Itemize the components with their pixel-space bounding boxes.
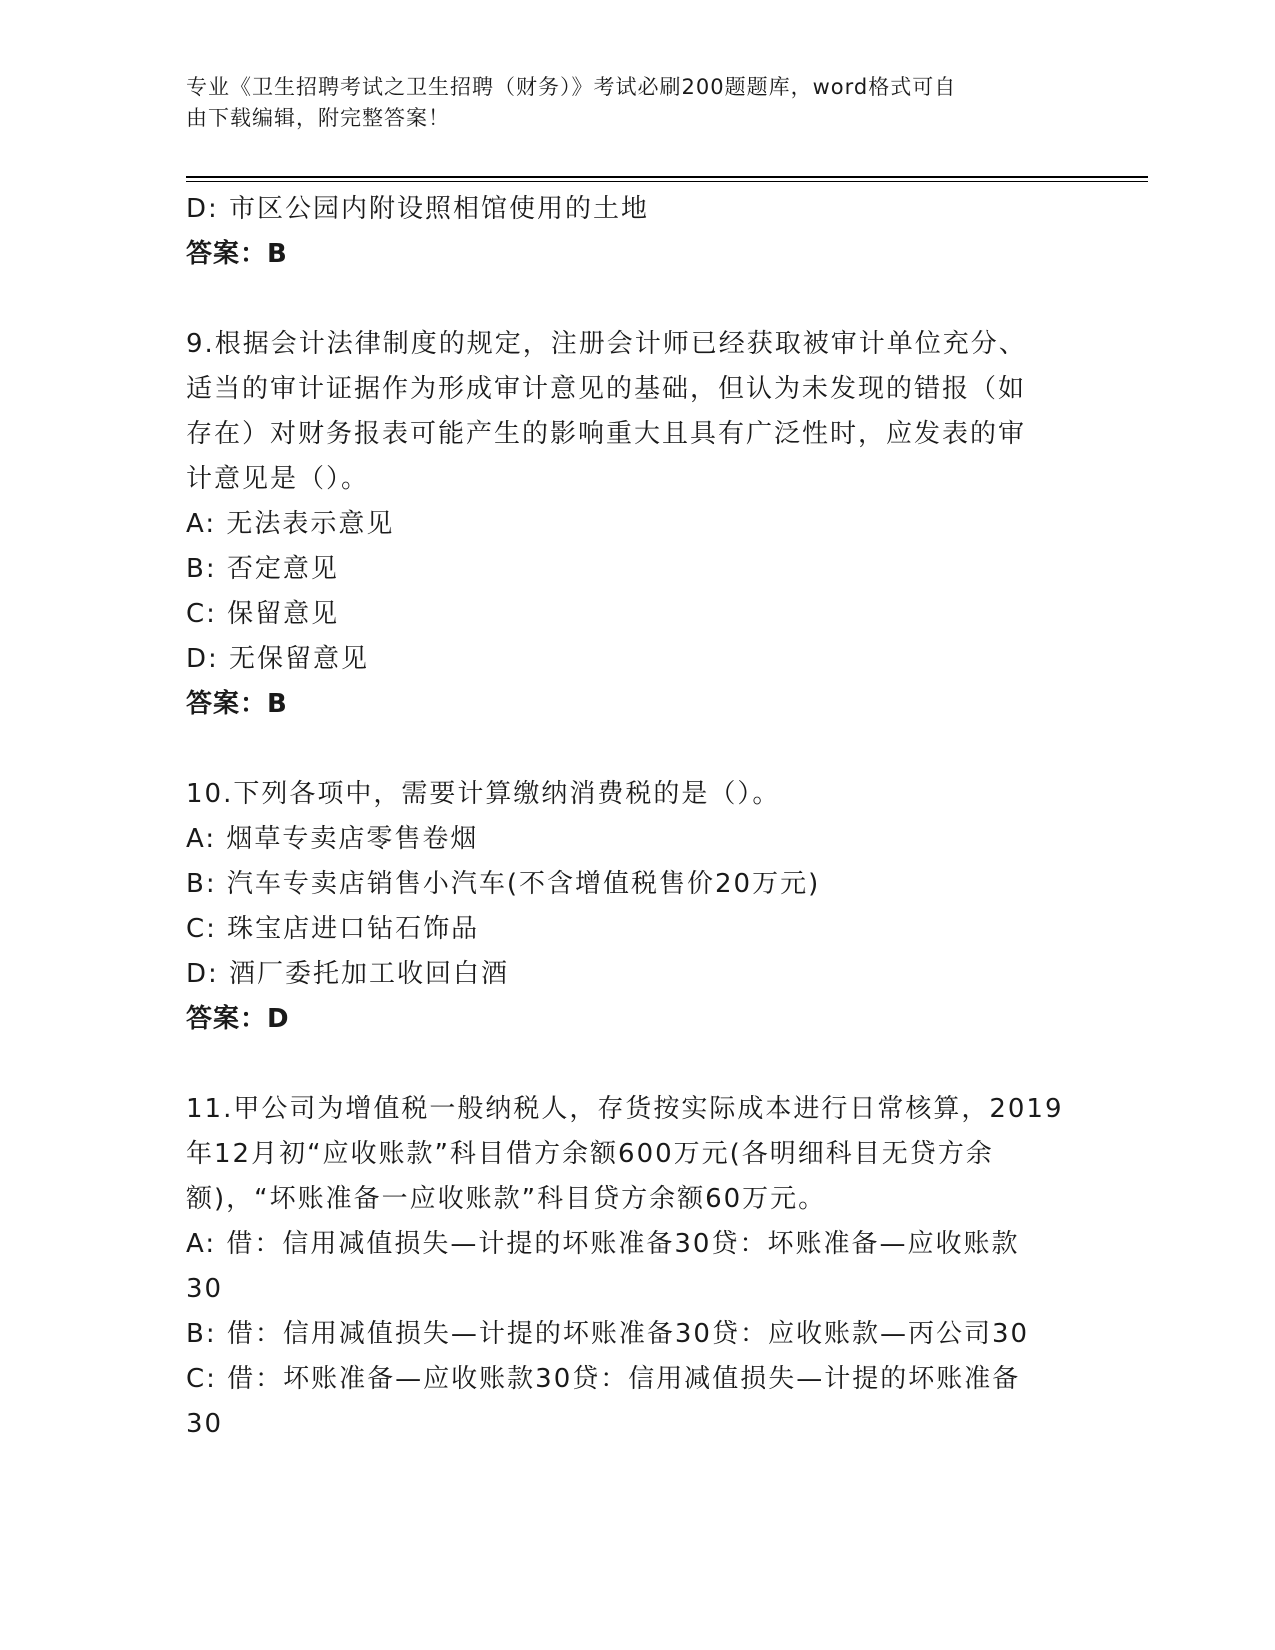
prev-answer: 答案：B: [186, 239, 288, 269]
q11-option-a: A: 借：信用减值损失—计提的坏账准备30贷：坏账准备—应收账款: [186, 1229, 1020, 1259]
q11-option-b: B: 借：信用减值损失—计提的坏账准备30贷：应收账款—丙公司30: [186, 1319, 1030, 1349]
prev-option-d: D: 市区公园内附设照相馆使用的土地: [186, 194, 650, 224]
spacer: [186, 277, 1066, 322]
document-header: [186, 72, 1066, 134]
q9-stem-line: 9.根据会计法律制度的规定，注册会计师已经获取被审计单位充分、: [186, 329, 1027, 359]
question-10: [186, 772, 1066, 1042]
q10-option-a: A: 烟草专卖店零售卷烟: [186, 824, 479, 854]
q11-stem-line: 年12月初“应收账款”科目借方余额600万元(各明细科目无贷方余: [186, 1139, 994, 1169]
question-11: [186, 1087, 1066, 1447]
spacer: [186, 727, 1066, 772]
q9-option-c: C: 保留意见: [186, 599, 340, 629]
q9-answer: 答案：B: [186, 689, 288, 719]
header-rule-thick: [186, 176, 1148, 178]
spacer: [186, 1042, 1066, 1087]
header-rule-thin: [186, 181, 1148, 182]
q11-option-a-cont: 30: [186, 1274, 224, 1304]
q10-option-b: B: 汽车专卖店销售小汽车(不含增值税售价20万元): [186, 869, 821, 899]
header-line-1: 专业《卫生招聘考试之卫生招聘（财务）》考试必刷200题题库，word格式可自: [186, 75, 957, 99]
q9-stem-line: 计意见是（）。: [186, 464, 370, 494]
q11-stem-line: 额)，“坏账准备一应收账款”科目贷方余额60万元。: [186, 1184, 827, 1214]
q9-stem-line: 存在）对财务报表可能产生的影响重大且具有广泛性时，应发表的审: [186, 419, 1027, 449]
q11-option-c-cont: 30: [186, 1409, 224, 1439]
q9-option-b: B: 否定意见: [186, 554, 339, 584]
q10-option-d: D: 酒厂委托加工收回白酒: [186, 959, 510, 989]
q10-stem-line: 10.下列各项中，需要计算缴纳消费税的是（）。: [186, 779, 781, 809]
q9-option-a: A: 无法表示意见: [186, 509, 395, 539]
header-line-2: 由下载编辑，附完整答案！: [186, 106, 450, 130]
q11-stem-line: 11.甲公司为增值税一般纳税人，存货按实际成本进行日常核算，2019: [186, 1094, 1064, 1124]
q10-option-c: C: 珠宝店进口钻石饰品: [186, 914, 480, 944]
document-body: [186, 187, 1066, 1447]
q10-answer: 答案：D: [186, 1004, 290, 1034]
q11-option-c: C: 借：坏账准备—应收账款30贷：信用减值损失—计提的坏账准备: [186, 1364, 1021, 1394]
q9-stem-line: 适当的审计证据作为形成审计意见的基础，但认为未发现的错报（如: [186, 374, 1027, 404]
q9-option-d: D: 无保留意见: [186, 644, 370, 674]
question-9: [186, 322, 1066, 727]
